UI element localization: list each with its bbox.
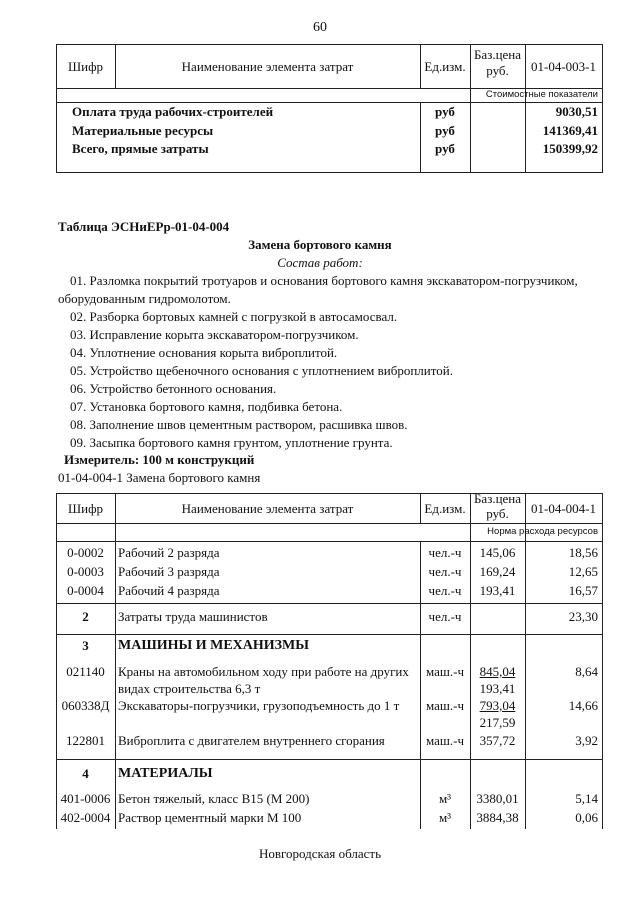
list-item: 01. Разломка покрытий тротуаров и основания бортового камня экскаватором-погрузчиком, xyxy=(70,273,578,288)
item-line: 01-04-004-1 Замена бортового камня xyxy=(58,470,261,485)
table-row-norm: 3,92 xyxy=(575,733,598,748)
list-item: 06. Устройство бетонного основания. xyxy=(70,381,277,396)
table-row-name: Виброплита с двигателем внутреннего сгорания xyxy=(118,733,385,748)
table-row-price: 3380,01 xyxy=(476,791,519,806)
table-row-norm: 12,65 xyxy=(568,564,598,579)
col-header-unit: Ед.изм. xyxy=(424,501,466,516)
table-row-unit: м³ xyxy=(438,810,452,825)
table-row-price: 193,41 xyxy=(479,583,516,598)
row-name: Материальные ресурсы xyxy=(72,123,214,138)
col-header-unit: Ед.изм. xyxy=(424,59,466,74)
table-row-code: 402-0004 xyxy=(60,810,111,825)
table-row-norm: 0,06 xyxy=(575,810,598,825)
col-header-base-price: Баз.цена руб. xyxy=(473,47,522,78)
table-row-name: Раствор цементный марки М 100 xyxy=(118,810,302,825)
works-title: Состав работ: xyxy=(277,255,363,270)
section-name: МАШИНЫ И МЕХАНИЗМЫ xyxy=(118,638,310,653)
row-value: 150399,92 xyxy=(542,141,598,156)
table-row-norm: 23,30 xyxy=(568,609,598,624)
section-heading: Замена бортового камня xyxy=(248,237,392,252)
table-row-unit: чел.-ч xyxy=(428,583,462,598)
section-code: 3 xyxy=(82,638,89,653)
table-row-name: Затраты труда машинистов xyxy=(118,609,268,624)
table-row-norm: 16,57 xyxy=(568,583,598,598)
table-row-price: 793,04 xyxy=(479,698,516,713)
meter-line: Измеритель: 100 м конструкций xyxy=(64,452,255,467)
table-row-price: 845,04 xyxy=(479,664,516,679)
page-number: 60 xyxy=(313,20,327,35)
table-row-name: Краны на автомобильном ходу при работе на других xyxy=(118,664,409,679)
table-title: Таблица ЭСНиЕРр-01-04-004 xyxy=(58,219,230,234)
row-value: 9030,51 xyxy=(555,104,598,119)
table-row-unit: маш.-ч xyxy=(425,664,465,679)
row-name: Всего, прямые затраты xyxy=(72,141,209,156)
table-row-code: 0-0004 xyxy=(67,583,104,598)
table-row-price: 357,72 xyxy=(479,733,516,748)
table-row-norm: 8,64 xyxy=(575,664,598,679)
table-row-code: 0-0002 xyxy=(67,545,104,560)
list-item: 02. Разборка бортовых камней с погрузкой в автосамосвал. xyxy=(70,309,398,324)
table-row-code: 2 xyxy=(82,609,89,624)
table-row-name: Рабочий 4 разряда xyxy=(118,583,220,598)
table-row-price-operator: 217,59 xyxy=(479,715,516,730)
table-row-name: Бетон тяжелый, класс В15 (М 200) xyxy=(118,791,310,806)
row-unit: руб xyxy=(435,104,455,119)
table-row-unit: чел.-ч xyxy=(428,545,462,560)
subheader-cost: Стоимостные показатели xyxy=(485,89,598,100)
footer-region: Новгородская область xyxy=(258,846,382,861)
row-unit: руб xyxy=(435,123,455,138)
row-unit: руб xyxy=(435,141,455,156)
list-item: 04. Уплотнение основания корыта виброплитой. xyxy=(70,345,338,360)
col-header-code: Шифр xyxy=(68,501,103,516)
col-header-ref: 01-04-003-1 xyxy=(531,59,596,74)
col-header-name: Наименование элемента затрат xyxy=(181,501,354,516)
row-name: Оплата труда рабочих-строителей xyxy=(72,104,274,119)
table-row-name: Рабочий 2 разряда xyxy=(118,545,220,560)
table-row-price: 145,06 xyxy=(479,545,516,560)
table-row-norm: 14,66 xyxy=(568,698,598,713)
table-row-code: 122801 xyxy=(66,733,105,748)
table-row-code: 0-0003 xyxy=(67,564,104,579)
table-row-code: 401-0006 xyxy=(60,791,111,806)
list-item: 09. Засыпка бортового камня грунтом, уплотнение грунта. xyxy=(70,435,393,450)
col-header-base-price: Баз.цена руб. xyxy=(473,491,522,521)
table-row-name: Экскаваторы-погрузчики, грузоподъемность до 1 т xyxy=(118,698,400,713)
table-row-unit: маш.-ч xyxy=(425,698,465,713)
col-header-ref: 01-04-004-1 xyxy=(531,501,596,516)
subheader-norm: Норма расхода ресурсов xyxy=(487,526,598,537)
col-header-name: Наименование элемента затрат xyxy=(181,59,354,74)
list-item: 05. Устройство щебеночного основания с уплотнением виброплитой. xyxy=(70,363,453,378)
table-row-unit: маш.-ч xyxy=(425,733,465,748)
section-code: 4 xyxy=(82,766,89,781)
list-item: 03. Исправление корыта экскаватором-погрузчиком. xyxy=(70,327,359,342)
table-row-unit: м³ xyxy=(438,791,452,806)
table-row-norm: 5,14 xyxy=(575,791,598,806)
table-row-price: 169,24 xyxy=(479,564,516,579)
row-value: 141369,41 xyxy=(542,123,598,138)
col-header-code: Шифр xyxy=(68,59,103,74)
table-row-norm: 18,56 xyxy=(568,545,598,560)
table-row-code: 021140 xyxy=(66,664,105,679)
list-item: 08. Заполнение швов цементным раствором, расшивка швов. xyxy=(70,417,408,432)
table-row-code: 060338Д xyxy=(61,698,110,713)
section-name: МАТЕРИАЛЫ xyxy=(118,766,213,781)
table-row-name: Рабочий 3 разряда xyxy=(118,564,220,579)
table-row-unit: чел.-ч xyxy=(428,564,462,579)
table-row-price-operator: 193,41 xyxy=(479,681,516,696)
list-item: оборудованным гидромолотом. xyxy=(58,291,231,306)
table-row-name-cont: видах строительства 6,3 т xyxy=(118,681,261,696)
table-row-unit: чел.-ч xyxy=(428,609,462,624)
list-item: 07. Установка бортового камня, подбивка бетона. xyxy=(70,399,343,414)
table-row-price: 3884,38 xyxy=(476,810,519,825)
